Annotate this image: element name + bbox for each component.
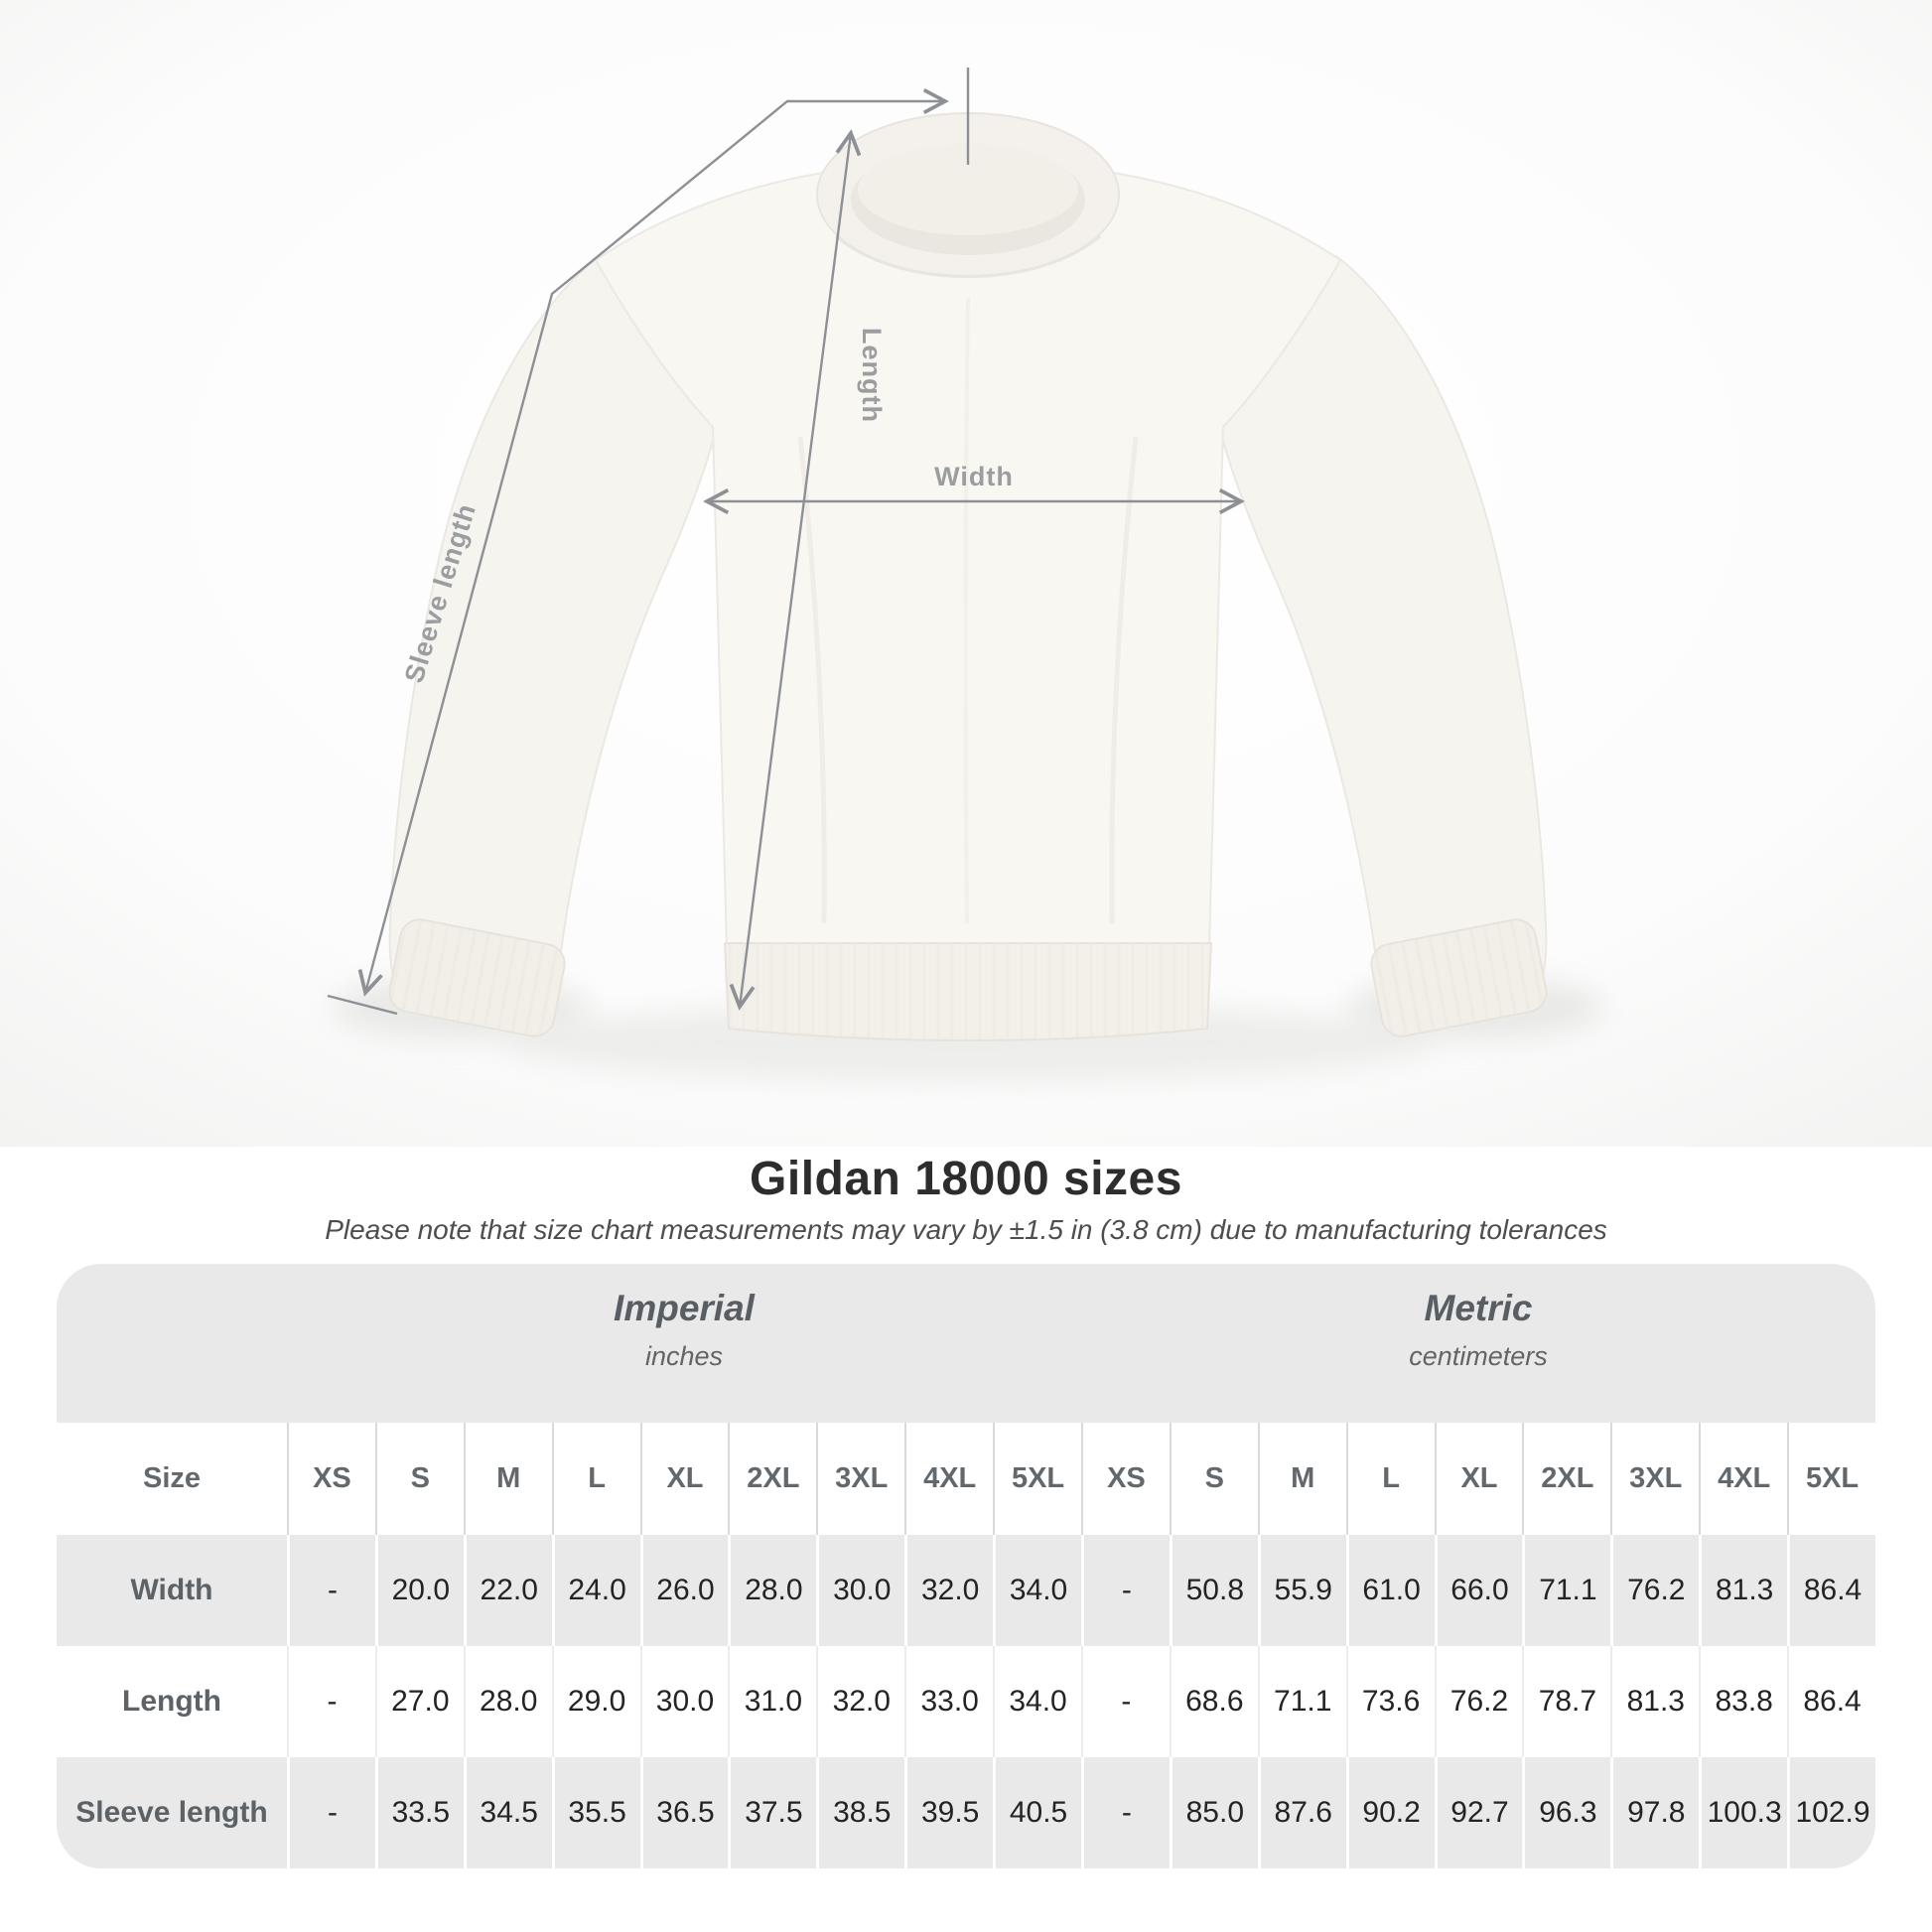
table-row-width [57, 1535, 1875, 1646]
table-cell: 33.5 [375, 1757, 464, 1868]
metric-label: Metric [1424, 1288, 1533, 1328]
table-cell: 71.1 [1522, 1535, 1610, 1646]
table-cell: 86.4 [1787, 1535, 1875, 1646]
size-header-row [57, 1423, 1875, 1535]
table-cell: - [1081, 1535, 1170, 1646]
table-cell: 86.4 [1787, 1646, 1875, 1757]
size-header-metric-2xl: 2XL [1522, 1423, 1610, 1535]
table-cell: 102.9 [1787, 1757, 1875, 1868]
size-header-imperial-m: M [464, 1423, 552, 1535]
size-column-header: Size [142, 1462, 202, 1494]
table-cell: 81.3 [1699, 1535, 1787, 1646]
row-label: Width [130, 1574, 213, 1606]
table-cell: 85.0 [1170, 1757, 1258, 1868]
imperial-unit-label: inches [644, 1341, 724, 1371]
table-cell: 78.7 [1522, 1646, 1610, 1757]
table-cell: 34.0 [993, 1535, 1081, 1646]
tolerance-note: Please note that size chart measurements may vary by ±1.5 in (3.8 cm) due to manufacturing tolerances [325, 1214, 1607, 1245]
width-label: Width [934, 462, 1014, 491]
size-header-imperial-s: S [375, 1423, 464, 1535]
table-cell: 24.0 [552, 1535, 640, 1646]
table-cell: 97.8 [1610, 1757, 1699, 1868]
table-cell: - [287, 1646, 375, 1757]
table-row-sleeve-length [57, 1757, 1875, 1868]
table-cell: 50.8 [1170, 1535, 1258, 1646]
size-header-metric-l: L [1346, 1423, 1435, 1535]
table-cell: 30.0 [640, 1646, 729, 1757]
table-cell: 68.6 [1170, 1646, 1258, 1757]
metric-group-header [1081, 1264, 1875, 1423]
metric-unit-label: centimeters [1409, 1341, 1548, 1371]
row-label: Length [122, 1685, 221, 1718]
size-header-metric-4xl: 4XL [1699, 1423, 1787, 1535]
size-header-imperial-4xl: 4XL [904, 1423, 993, 1535]
table-cell: 40.5 [993, 1757, 1081, 1868]
table-cell: 33.0 [904, 1646, 993, 1757]
table-cell: 20.0 [375, 1535, 464, 1646]
size-table [57, 1264, 1875, 1868]
table-cell: 37.5 [728, 1757, 816, 1868]
sleeve-length-label: Sleeve length [398, 499, 483, 687]
unit-group-row [57, 1264, 1875, 1423]
table-cell: 30.0 [816, 1535, 904, 1646]
table-cell: 35.5 [552, 1757, 640, 1868]
table-cell: 76.2 [1610, 1535, 1699, 1646]
table-cell: 61.0 [1346, 1535, 1435, 1646]
size-header-imperial-xl: XL [640, 1423, 729, 1535]
size-header-imperial-xs: XS [287, 1423, 375, 1535]
table-cell: 26.0 [640, 1535, 729, 1646]
page-title: Gildan 18000 sizes [750, 1153, 1182, 1205]
table-cell: 22.0 [464, 1535, 552, 1646]
table-cell: 32.0 [904, 1535, 993, 1646]
table-cell: 66.0 [1435, 1535, 1523, 1646]
size-header-metric-xs: XS [1081, 1423, 1170, 1535]
table-cell: 31.0 [728, 1646, 816, 1757]
table-cell: 73.6 [1346, 1646, 1435, 1757]
table-cell: 27.0 [375, 1646, 464, 1757]
length-label: Length [857, 328, 887, 423]
table-cell: 29.0 [552, 1646, 640, 1757]
table-cell: 28.0 [728, 1535, 816, 1646]
size-header-metric-m: M [1258, 1423, 1346, 1535]
table-cell: 81.3 [1610, 1646, 1699, 1757]
size-header-imperial-2xl: 2XL [728, 1423, 816, 1535]
table-cell: 32.0 [816, 1646, 904, 1757]
table-cell: 38.5 [816, 1757, 904, 1868]
table-cell: - [287, 1535, 375, 1646]
imperial-group-header [287, 1264, 1081, 1423]
size-header-imperial-5xl: 5XL [993, 1423, 1081, 1535]
table-cell: 28.0 [464, 1646, 552, 1757]
imperial-label: Imperial [614, 1288, 755, 1328]
table-cell: 87.6 [1258, 1757, 1346, 1868]
table-cell: 39.5 [904, 1757, 993, 1868]
table-row-length [57, 1646, 1875, 1757]
table-cell: 92.7 [1435, 1757, 1523, 1868]
row-label: Sleeve length [75, 1796, 268, 1829]
table-cell: 34.5 [464, 1757, 552, 1868]
group-corner-cell [57, 1264, 287, 1423]
size-table-body [57, 1535, 1875, 1868]
table-cell: 83.8 [1699, 1646, 1787, 1757]
size-header-metric-s: S [1170, 1423, 1258, 1535]
size-header-imperial-l: L [552, 1423, 640, 1535]
table-cell: 96.3 [1522, 1757, 1610, 1868]
size-header-imperial-3xl: 3XL [816, 1423, 904, 1535]
table-cell: 76.2 [1435, 1646, 1523, 1757]
table-cell: 90.2 [1346, 1757, 1435, 1868]
table-cell: 36.5 [640, 1757, 729, 1868]
size-header-metric-5xl: 5XL [1787, 1423, 1875, 1535]
size-header-metric-3xl: 3XL [1610, 1423, 1699, 1535]
table-cell: - [1081, 1646, 1170, 1757]
hem-rib-texture [725, 943, 1211, 1040]
table-cell: 34.0 [993, 1646, 1081, 1757]
table-cell: 71.1 [1258, 1646, 1346, 1757]
table-cell: - [1081, 1757, 1170, 1868]
size-header-metric-xl: XL [1435, 1423, 1523, 1535]
table-cell: - [287, 1757, 375, 1868]
table-cell: 55.9 [1258, 1535, 1346, 1646]
table-cell: 100.3 [1699, 1757, 1787, 1868]
